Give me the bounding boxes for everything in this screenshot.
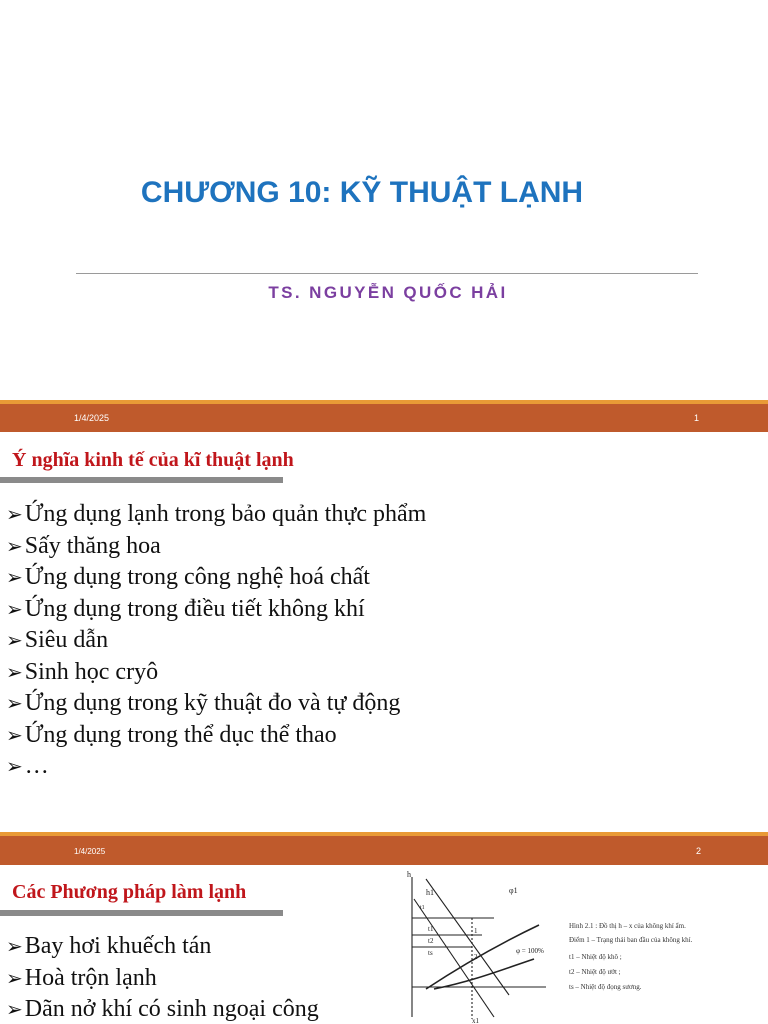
- point-1-label: 1: [474, 927, 478, 935]
- cooling-methods-slide: [0, 865, 768, 1024]
- list-item: [6, 562, 426, 594]
- slide-heading: Ý nghĩa kinh tế của kĩ thuật lạnh: [12, 449, 294, 471]
- h-axis-label: h: [407, 870, 411, 879]
- list-item-text: Ứng dụng trong điều tiết không khí: [24, 595, 365, 622]
- arrow-bullet-icon: ➢: [6, 936, 23, 958]
- list-item-text: Dãn nở khí có sinh ngoại công: [24, 996, 319, 1022]
- list-item-text: …: [24, 753, 49, 779]
- hx-diagram-figure: [404, 869, 768, 1024]
- point-2-label: 2: [474, 953, 478, 961]
- list-item-text: Bay hơi khuếch tán: [24, 933, 212, 959]
- list-item: [6, 531, 426, 563]
- list-item: [6, 688, 426, 720]
- list-item-text: Hoà trộn lạnh: [24, 964, 157, 991]
- footer-date: 1/4/2025: [74, 413, 110, 423]
- arrow-bullet-icon: ➢: [6, 756, 23, 778]
- list-item: [6, 931, 319, 963]
- t1-top-label: t1: [420, 905, 425, 911]
- footer-accent-line: [0, 832, 768, 836]
- arrow-bullet-icon: ➢: [6, 967, 23, 990]
- slide-heading: Các Phương pháp làm lạnh: [12, 881, 247, 903]
- x1-label: x1: [472, 1017, 479, 1024]
- list-item: [6, 625, 426, 657]
- list-item: [6, 963, 319, 995]
- list-item: [6, 594, 426, 626]
- arrow-bullet-icon: ➢: [6, 999, 23, 1021]
- phi1-label: φ1: [509, 886, 518, 895]
- title-divider: [76, 273, 698, 274]
- arrow-bullet-icon: ➢: [6, 724, 23, 747]
- arrow-bullet-icon: ➢: [6, 504, 23, 526]
- t2-label: t2: [428, 937, 434, 945]
- figure-caption-line: ts – Nhiệt độ đọng sương.: [569, 983, 642, 991]
- list-item-text: Sinh học cryô: [24, 658, 159, 685]
- list-item-text: Ứng dụng trong kỹ thuật đo và tự động: [24, 690, 401, 716]
- bullet-list: [6, 499, 426, 783]
- arrow-bullet-icon: ➢: [6, 693, 23, 715]
- slide-footer-2: [0, 832, 768, 865]
- heading-underline: [0, 477, 283, 483]
- heading-underline: [0, 910, 283, 916]
- hx-diagram: [404, 869, 554, 1024]
- arrow-bullet-icon: ➢: [6, 661, 23, 684]
- footer-page-number: 1: [694, 413, 700, 423]
- author-name: TS. NGUYỄN QUỐC HẢI: [268, 283, 508, 302]
- title-slide: [0, 0, 768, 400]
- figure-caption-title: Hình 2.1 : Đồ thị h – x của không khí ẩm.: [569, 922, 686, 930]
- ts-label: ts: [428, 949, 433, 957]
- footer-date: 1/4/2025: [74, 847, 106, 856]
- list-item-text: Siêu dẫn: [24, 627, 109, 653]
- figure-caption-line: Điểm 1 – Trạng thái ban đầu của không khí.: [569, 936, 693, 944]
- list-item-text: Ứng dụng trong công nghệ hoá chất: [24, 564, 370, 590]
- h1-label: h1: [426, 888, 434, 897]
- economic-meaning-slide: [0, 432, 768, 832]
- list-item: [6, 657, 426, 689]
- list-item-text: Ứng dụng trong thể dục thể thao: [24, 721, 337, 748]
- arrow-bullet-icon: ➢: [6, 630, 23, 652]
- footer-page-number: 2: [696, 846, 702, 856]
- figure-caption-line: t2 – Nhiệt độ ướt ;: [569, 968, 621, 976]
- arrow-bullet-icon: ➢: [6, 535, 23, 558]
- list-item-text: Sấy thăng hoa: [24, 532, 161, 559]
- list-item-text: Ứng dụng lạnh trong bảo quản thực phẩm: [24, 501, 427, 527]
- list-item: [6, 751, 426, 783]
- list-item: [6, 499, 426, 531]
- phi100-label: φ = 100%: [516, 947, 544, 955]
- slide-title: CHƯƠNG 10: KỸ THUẬT LẠNH: [140, 176, 584, 209]
- footer-accent-line: [0, 400, 768, 404]
- bullet-list: [6, 931, 319, 1024]
- slide-footer-1: [0, 400, 768, 432]
- arrow-bullet-icon: ➢: [6, 598, 23, 621]
- t1-label: t1: [428, 925, 434, 933]
- list-item: [6, 720, 426, 752]
- list-item: [6, 994, 319, 1024]
- figure-caption-line: t1 – Nhiệt độ khô ;: [569, 953, 622, 961]
- arrow-bullet-icon: ➢: [6, 567, 23, 589]
